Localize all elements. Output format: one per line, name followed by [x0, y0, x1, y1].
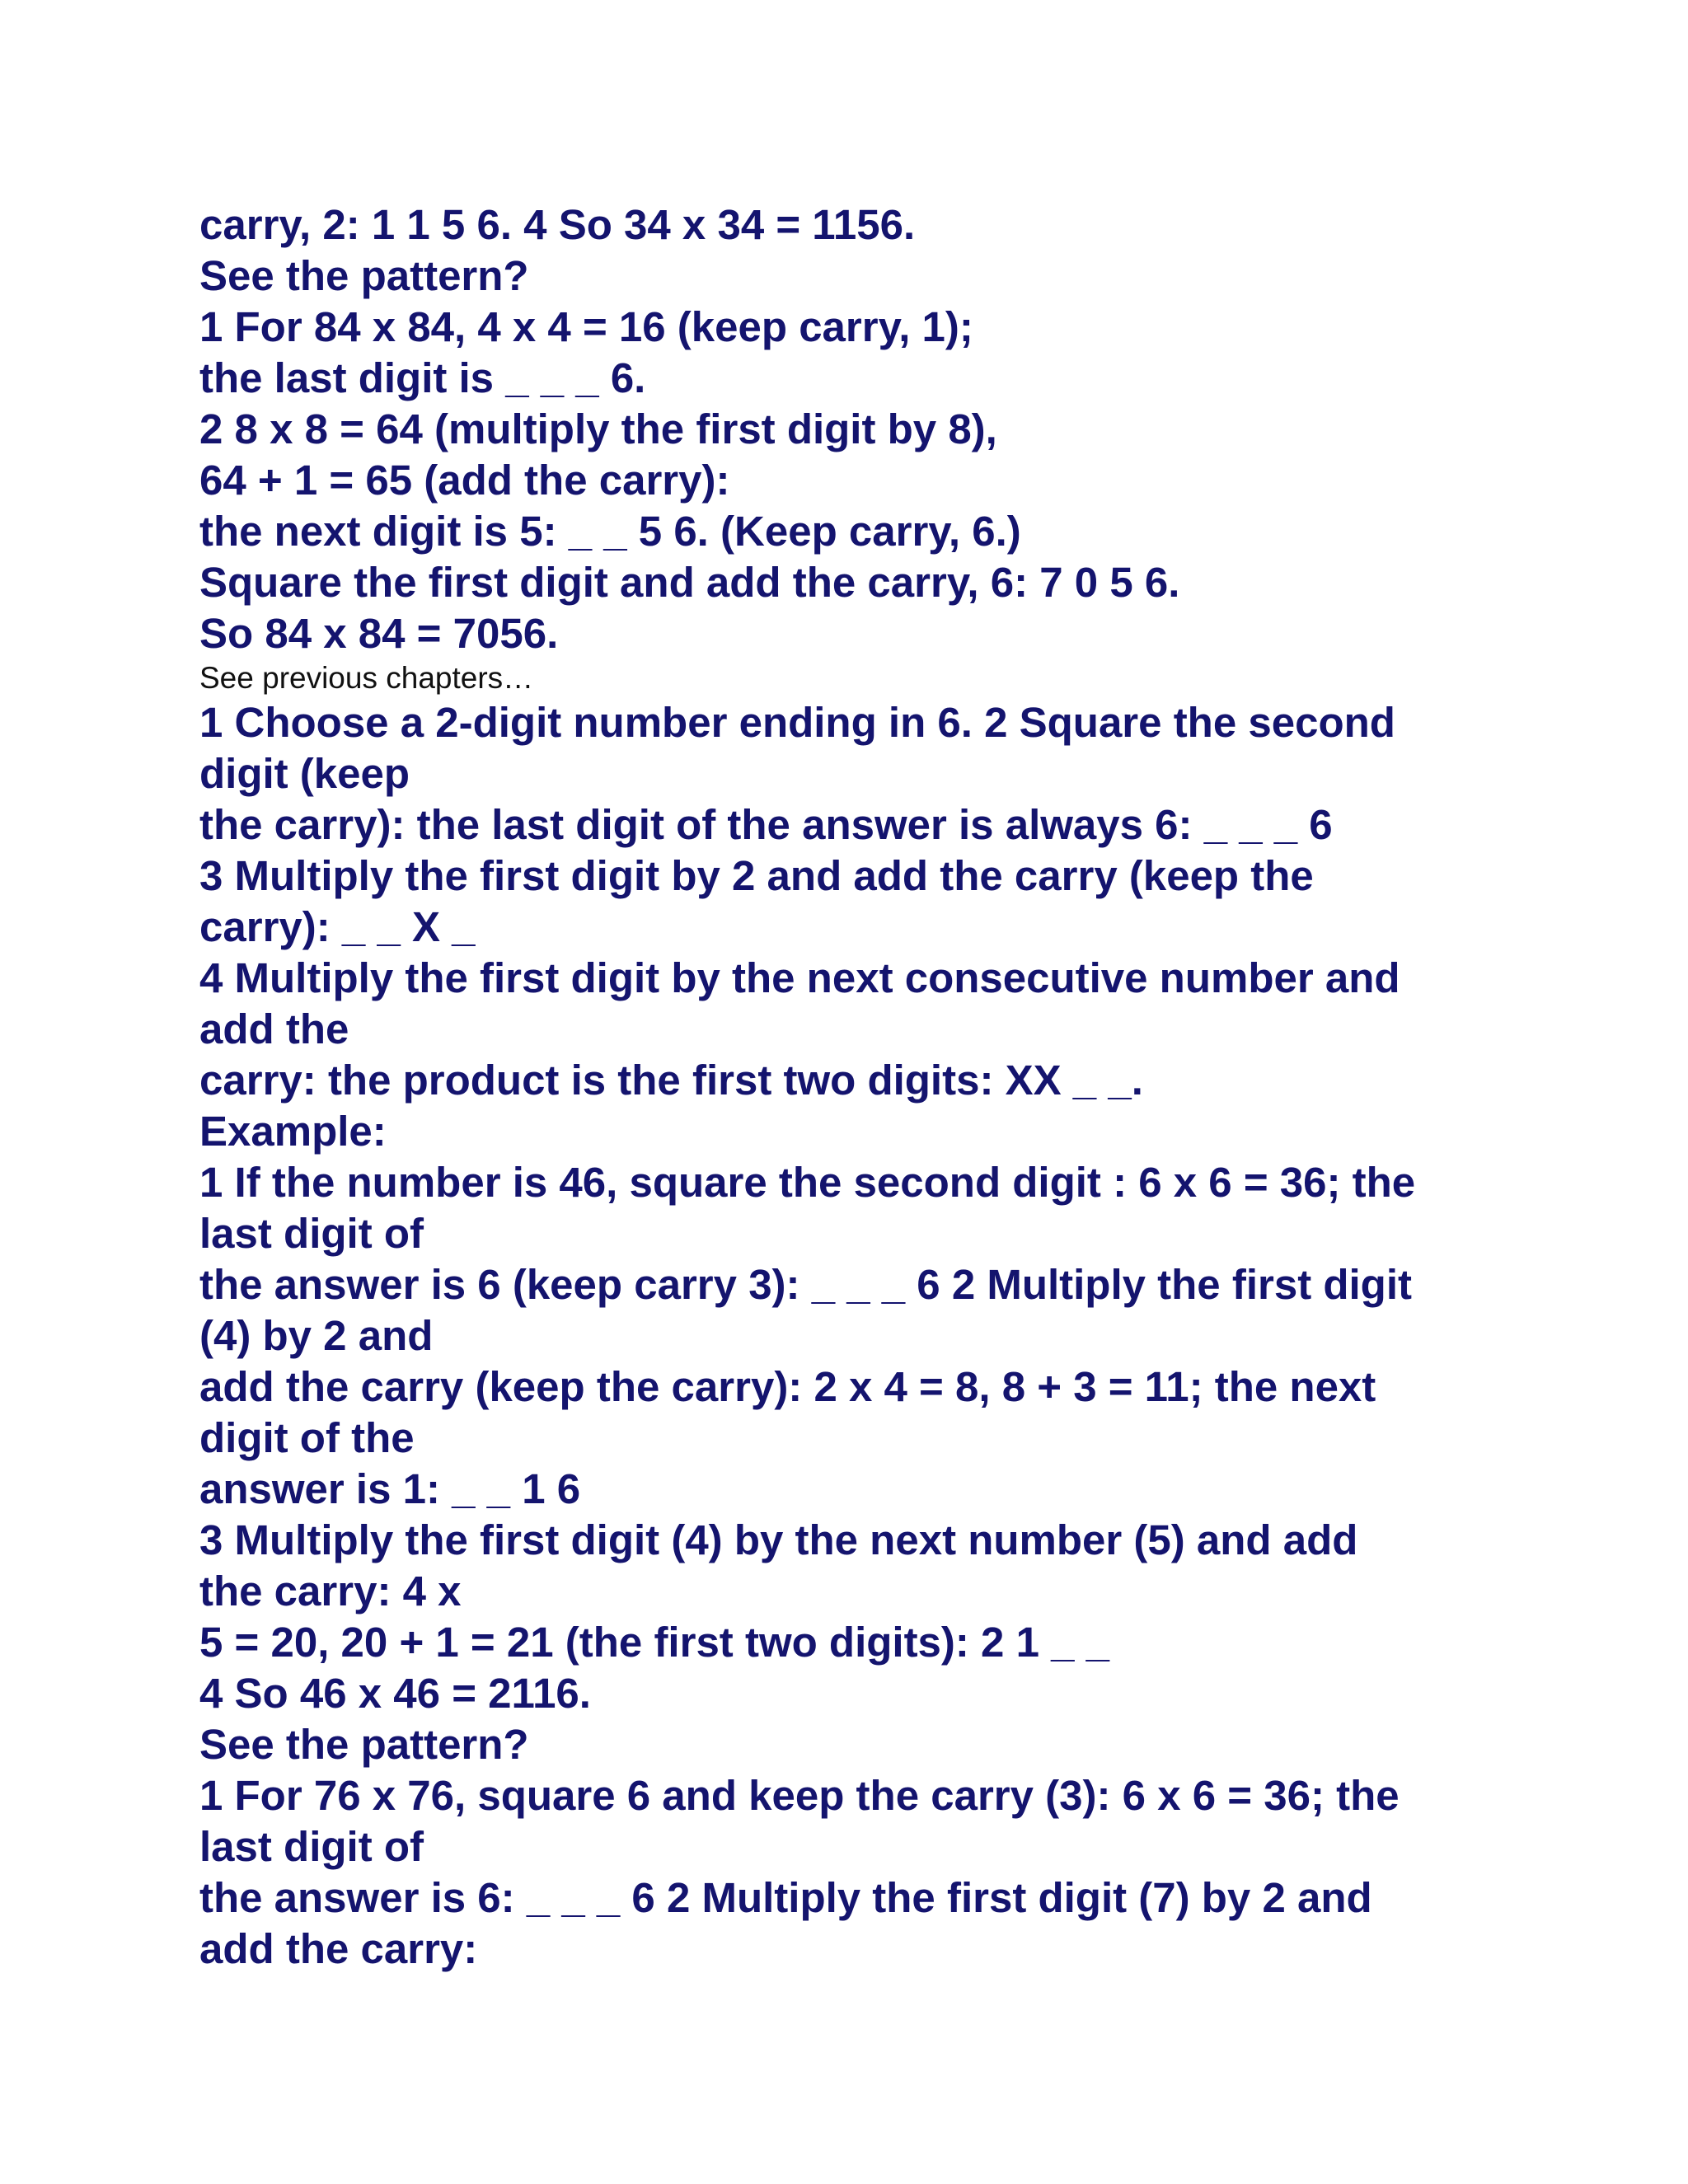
text-line: add the — [199, 1005, 349, 1052]
text-line: add the carry (keep the carry): 2 x 4 = 8, 8 + 3 = 11; the next — [199, 1363, 1376, 1410]
text-line: carry: the product is the first two digits: XX _ _. — [199, 1057, 1143, 1104]
text-line: 5 = 20, 20 + 1 = 21 (the first two digits): 2 1 _ _ — [199, 1619, 1110, 1666]
text-line: add the carry: — [199, 1925, 478, 1972]
text-line: 1 For 84 x 84, 4 x 4 = 16 (keep carry, 1); — [199, 303, 973, 350]
text-line: 1 For 76 x 76, square 6 and keep the carry (3): 6 x 6 = 36; the — [199, 1772, 1400, 1819]
text-line: Square the first digit and add the carry, 6: 7 0 5 6. — [199, 559, 1180, 606]
text-line: the answer is 6 (keep carry 3): _ _ _ 6 2 Multiply the first digit — [199, 1261, 1412, 1308]
text-line: digit (keep — [199, 750, 410, 797]
text-line: Example: — [199, 1108, 387, 1155]
text-line: the carry): the last digit of the answer is always 6: _ _ _ 6 — [199, 801, 1333, 848]
text-line: answer is 1: _ _ 1 6 — [199, 1465, 581, 1512]
text-line: digit of the — [199, 1414, 415, 1461]
text-body — [199, 199, 1518, 1975]
text-line: carry, 2: 1 1 5 6. 4 So 34 x 34 = 1156. — [199, 201, 916, 248]
text-line: See the pattern? — [199, 1721, 529, 1768]
text-line: the carry: 4 x — [199, 1568, 462, 1615]
text-line: 1 If the number is 46, square the second digit : 6 x 6 = 36; the — [199, 1159, 1416, 1206]
text-line: 2 8 x 8 = 64 (multiply the first digit by 8), — [199, 405, 997, 452]
text-line: 4 So 46 x 46 = 2116. — [199, 1670, 591, 1717]
text-line: 64 + 1 = 65 (add the carry): — [199, 457, 730, 504]
text-line: (4) by 2 and — [199, 1312, 434, 1359]
text-line: carry): _ _ X _ — [199, 903, 476, 950]
text-line: 4 Multiply the first digit by the next consecutive number and — [199, 954, 1400, 1001]
text-line-small: See previous chapters… — [199, 661, 534, 695]
text-line: So 84 x 84 = 7056. — [199, 610, 559, 657]
text-line: See the pattern? — [199, 252, 529, 299]
text-line: the last digit is _ _ _ 6. — [199, 354, 646, 401]
text-line: last digit of — [199, 1210, 424, 1257]
text-line: 1 Choose a 2-digit number ending in 6. 2 Square the second — [199, 699, 1395, 746]
text-line: 3 Multiply the first digit (4) by the next number (5) and add — [199, 1516, 1358, 1563]
text-line: the next digit is 5: _ _ 5 6. (Keep carry, 6.) — [199, 508, 1021, 555]
text-line: the answer is 6: _ _ _ 6 2 Multiply the first digit (7) by 2 and — [199, 1874, 1372, 1921]
text-line: 3 Multiply the first digit by 2 and add the carry (keep the — [199, 852, 1314, 899]
text-line: last digit of — [199, 1823, 424, 1870]
